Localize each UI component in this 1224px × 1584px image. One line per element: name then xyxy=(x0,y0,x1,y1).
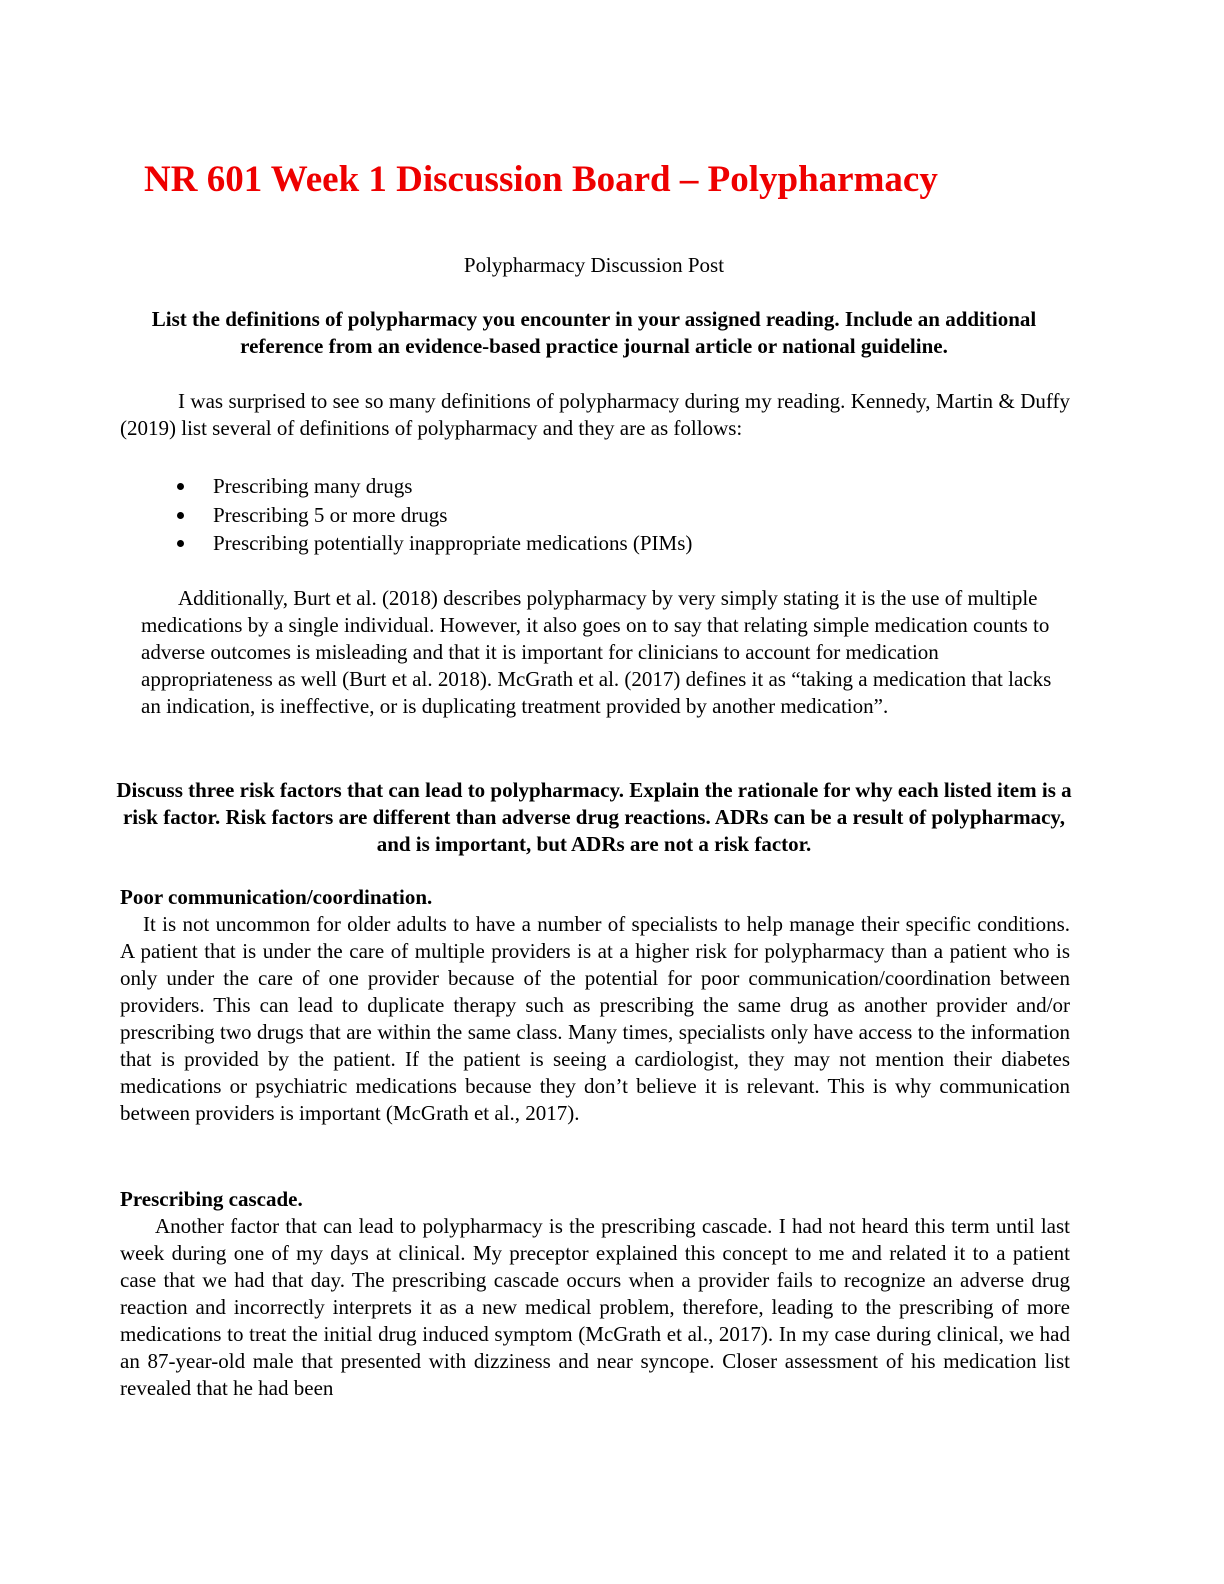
paragraph-3: It is not uncommon for older adults to have a number of specialists to help manage their specific conditions. A patient that is under the care of multiple providers is at a higher risk for polypharmacy than a patient who is only under the care of one provider because of the potential for poor communication/coordination between providers. This can lead to duplicate therapy such as prescribing the same drug as another provider and/or prescribing two drugs that are within the same class. Many times, specialists only have access to the information that is provided by the patient. If the patient is seeing a cardiologist, they may not mention their diabetes medications or psychiatric medications because they don’t believe it is relevant. This is why communication between providers is important (McGrath et al., 2017). xyxy=(120,912,1070,1125)
bullet-icon xyxy=(177,540,184,547)
paragraph-4: Another factor that can lead to polypharmacy is the prescribing cascade. I had not heard this term until last week during one of my days at clinical. My preceptor explained this concept to me and related it to a patient case that we had that day. The prescribing cascade occurs when a provider fails to recognize an adverse drug reaction and incorrectly interprets it as a new medical problem, therefore, leading to the prescribing of more medications to treat the initial drug induced symptom (McGrath et al., 2017). In my case during clinical, we had an 87-year-old male that presented with dizziness and near syncope. Closer assessment of his medication list revealed that he had been xyxy=(120,1214,1070,1400)
section-heading-communication: Poor communication/coordination. xyxy=(120,885,433,909)
section-heading-prescribing-cascade: Prescribing cascade. xyxy=(120,1187,303,1211)
document-title: NR 601 Week 1 Discussion Board – Polypharmacy xyxy=(144,159,938,200)
question-1: List the definitions of polypharmacy you encounter in your assigned reading. Include an additional reference from an evidence-based practice journal article or national guideline. xyxy=(151,307,1037,358)
list-item xyxy=(168,472,692,501)
bullet-icon xyxy=(177,483,184,490)
list-item-text: Prescribing potentially inappropriate medications (PIMs) xyxy=(213,531,693,555)
bullet-icon xyxy=(177,512,184,519)
list-item-text: Prescribing 5 or more drugs xyxy=(213,502,448,527)
document-subtitle: Polypharmacy Discussion Post xyxy=(463,253,725,277)
paragraph-1: I was surprised to see so many definitions of polypharmacy during my reading. Kennedy, Martin & Duffy (2019) list several of definitions of polypharmacy and they are as follows: xyxy=(120,389,1070,440)
question-2: Discuss three risk factors that can lead to polypharmacy. Explain the rationale for why each listed item is a risk factor. Risk factors are different than adverse drug reactions. ADRs can be a result of polypharmacy, and is important, but ADRs are not a risk factor. xyxy=(116,778,1072,856)
paragraph-2-text: Additionally, Burt et al. (2018) describes polypharmacy by very simply stating it is the use of multiple medications by a single individual. However, it also goes on to say that relating simple medication counts to adverse outcomes is misleading and that it is important for clinicians to account for medication appropriateness as well (Burt et al. 2018). McGrath et al. (2017) defines it as “taking a medication that lacks an indication, is ineffective, or is duplicating treatment provided by another medication”. xyxy=(141,586,1052,718)
paragraph-2 xyxy=(141,585,1071,720)
list-item-text: Prescribing many drugs xyxy=(213,474,413,498)
list-item xyxy=(168,501,692,530)
list-item xyxy=(168,529,692,558)
definitions-list xyxy=(168,472,692,558)
